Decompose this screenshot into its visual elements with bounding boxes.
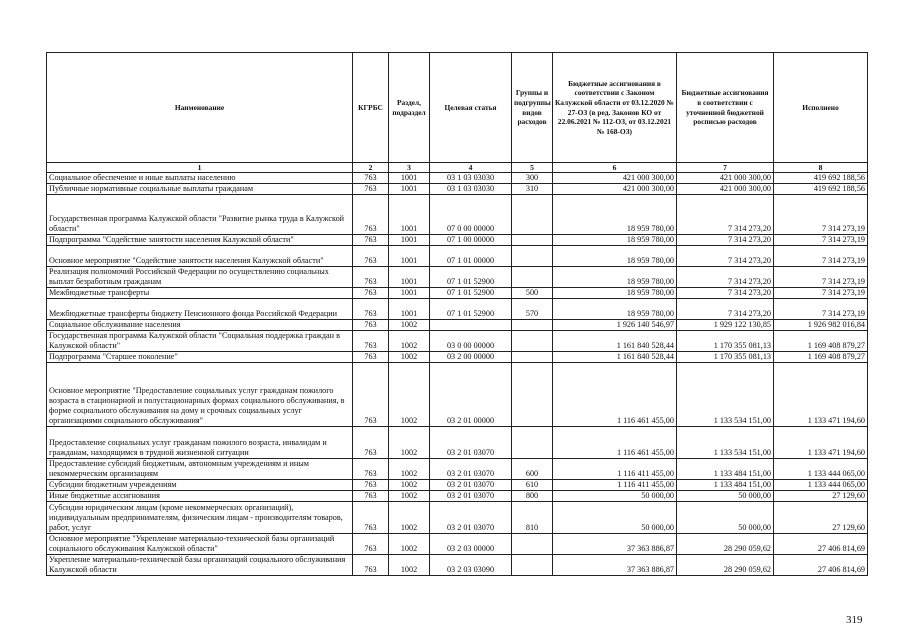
col-number: 5 — [512, 163, 553, 173]
cell-name: Подпрограмма "Старшее поколение" — [47, 352, 353, 363]
cell-law: 1 116 461 455,00 — [553, 363, 677, 427]
cell-target: 03 2 01 03070 — [430, 459, 512, 480]
cell-group: 500 — [512, 288, 553, 299]
cell-law: 18 959 780,00 — [553, 267, 677, 288]
cell-executed: 27 129,60 — [774, 491, 868, 502]
table-row — [47, 331, 868, 352]
cell-kgrbs: 763 — [353, 352, 389, 363]
col-number: 1 — [47, 163, 353, 173]
cell-law: 18 959 780,00 — [553, 299, 677, 320]
cell-refined: 50 000,00 — [677, 491, 774, 502]
cell-group — [512, 352, 553, 363]
cell-group — [512, 235, 553, 246]
table-row — [47, 246, 868, 267]
cell-law: 1 116 411 455,00 — [553, 480, 677, 491]
table-row — [47, 288, 868, 299]
cell-name: Укрепление материально-технической базы организаций социального обслуживания Калужской области — [47, 555, 353, 576]
cell-refined: 1 170 355 081,13 — [677, 331, 774, 352]
cell-executed: 7 314 273,19 — [774, 288, 868, 299]
cell-group — [512, 320, 553, 331]
cell-law: 50 000,00 — [553, 502, 677, 534]
cell-section: 1001 — [389, 288, 430, 299]
table-row — [47, 352, 868, 363]
cell-group — [512, 555, 553, 576]
cell-name: Иные бюджетные ассигнования — [47, 491, 353, 502]
cell-kgrbs: 763 — [353, 299, 389, 320]
table-row — [47, 267, 868, 288]
cell-kgrbs: 763 — [353, 235, 389, 246]
cell-refined: 421 000 300,00 — [677, 173, 774, 184]
cell-section: 1002 — [389, 480, 430, 491]
cell-kgrbs: 763 — [353, 195, 389, 235]
cell-refined: 7 314 273,20 — [677, 299, 774, 320]
cell-name: Межбюджетные трансферты бюджету Пенсионного фонда Российской Федерации — [47, 299, 353, 320]
cell-target: 03 2 01 03070 — [430, 480, 512, 491]
cell-section: 1001 — [389, 235, 430, 246]
cell-target: 03 2 01 03070 — [430, 491, 512, 502]
cell-refined: 1 133 484 151,00 — [677, 459, 774, 480]
cell-refined: 1 133 534 151,00 — [677, 363, 774, 427]
cell-executed: 7 314 273,19 — [774, 299, 868, 320]
cell-group — [512, 331, 553, 352]
col-number: 2 — [353, 163, 389, 173]
cell-name: Основное мероприятие "Укрепление материально-технической базы организаций социального обслуживания Калужской области" — [47, 534, 353, 555]
cell-executed: 7 314 273,19 — [774, 235, 868, 246]
cell-name: Субсидии бюджетным учреждениям — [47, 480, 353, 491]
cell-executed: 419 692 188,56 — [774, 184, 868, 195]
cell-refined: 1 170 355 081,13 — [677, 352, 774, 363]
cell-executed: 7 314 273,19 — [774, 267, 868, 288]
cell-section: 1002 — [389, 534, 430, 555]
cell-executed: 1 133 444 065,00 — [774, 480, 868, 491]
cell-kgrbs: 763 — [353, 363, 389, 427]
cell-refined: 7 314 273,20 — [677, 235, 774, 246]
cell-name: Межбюджетные трансферты — [47, 288, 353, 299]
cell-law: 18 959 780,00 — [553, 246, 677, 267]
cell-target: 07 0 00 00000 — [430, 195, 512, 235]
cell-kgrbs: 763 — [353, 184, 389, 195]
col-header-target: Целевая статья — [430, 53, 512, 163]
table-row — [47, 184, 868, 195]
cell-name: Публичные нормативные социальные выплаты гражданам — [47, 184, 353, 195]
cell-executed: 27 406 814,69 — [774, 555, 868, 576]
cell-section: 1002 — [389, 491, 430, 502]
table-row — [47, 502, 868, 534]
cell-section: 1001 — [389, 299, 430, 320]
page-number: 319 — [846, 614, 863, 626]
cell-name: Основное мероприятие "Предоставление социальных услуг гражданам пожилого возраста в стационарной и полустационарных формах социального обслуживания, в форме социального обслуживания на дому и срочных социальных услуг организациями социального обслуживания" — [47, 363, 353, 427]
cell-name: Социальное обеспечение и иные выплаты населению — [47, 173, 353, 184]
cell-section: 1001 — [389, 195, 430, 235]
cell-executed: 1 133 444 065,00 — [774, 459, 868, 480]
col-header-executed: Исполнено — [774, 53, 868, 163]
cell-name: Субсидии юридическим лицам (кроме некоммерческих организаций), индивидуальным предпринимателям, физическим лицам - производителям товаров, работ, услуг — [47, 502, 353, 534]
cell-group: 800 — [512, 491, 553, 502]
table-row — [47, 235, 868, 246]
cell-executed: 1 169 408 879,27 — [774, 331, 868, 352]
cell-executed: 7 314 273,19 — [774, 246, 868, 267]
cell-group: 810 — [512, 502, 553, 534]
cell-section: 1002 — [389, 502, 430, 534]
table-row — [47, 195, 868, 235]
cell-group — [512, 363, 553, 427]
table-row — [47, 363, 868, 427]
cell-target: 07 1 01 00000 — [430, 246, 512, 267]
cell-group: 570 — [512, 299, 553, 320]
cell-group: 300 — [512, 173, 553, 184]
cell-target: 03 1 03 03030 — [430, 173, 512, 184]
cell-section: 1001 — [389, 267, 430, 288]
cell-kgrbs: 763 — [353, 491, 389, 502]
table-row — [47, 427, 868, 459]
table-row — [47, 173, 868, 184]
cell-refined: 1 133 484 151,00 — [677, 480, 774, 491]
col-header-section: Раздел, подраздел — [389, 53, 430, 163]
cell-kgrbs: 763 — [353, 555, 389, 576]
cell-law: 37 363 886,87 — [553, 555, 677, 576]
cell-name: Государственная программа Калужской области "Развитие рынка труда в Калужской области" — [47, 195, 353, 235]
cell-name: Основное мероприятие "Содействие занятости населения Калужской области" — [47, 246, 353, 267]
cell-section: 1002 — [389, 320, 430, 331]
cell-section: 1002 — [389, 352, 430, 363]
cell-group — [512, 534, 553, 555]
cell-refined: 28 290 059,62 — [677, 555, 774, 576]
cell-target: 03 0 00 00000 — [430, 331, 512, 352]
cell-section: 1002 — [389, 427, 430, 459]
cell-section: 1002 — [389, 459, 430, 480]
cell-kgrbs: 763 — [353, 173, 389, 184]
cell-law: 421 000 300,00 — [553, 173, 677, 184]
cell-group: 610 — [512, 480, 553, 491]
header-row — [47, 53, 868, 163]
cell-law: 37 363 886,87 — [553, 534, 677, 555]
cell-refined: 421 000 300,00 — [677, 184, 774, 195]
cell-name: Социальное обслуживание населения — [47, 320, 353, 331]
cell-group: 600 — [512, 459, 553, 480]
table-row — [47, 491, 868, 502]
cell-law: 18 959 780,00 — [553, 195, 677, 235]
cell-kgrbs: 763 — [353, 331, 389, 352]
cell-target: 03 2 00 00000 — [430, 352, 512, 363]
cell-section: 1002 — [389, 331, 430, 352]
cell-law: 1 161 840 528,44 — [553, 331, 677, 352]
cell-target: 03 2 01 03070 — [430, 502, 512, 534]
col-header-group: Группы и подгруппы видов расходов — [512, 53, 553, 163]
cell-group — [512, 267, 553, 288]
cell-target: 03 2 01 00000 — [430, 363, 512, 427]
cell-kgrbs: 763 — [353, 288, 389, 299]
cell-law: 18 959 780,00 — [553, 288, 677, 299]
table-row — [47, 534, 868, 555]
cell-group — [512, 246, 553, 267]
col-header-refined: Бюджетные ассигнования в соответствии с уточненной бюджетной росписью расходов — [677, 53, 774, 163]
col-number: 4 — [430, 163, 512, 173]
cell-refined: 7 314 273,20 — [677, 246, 774, 267]
cell-target: 03 2 01 03070 — [430, 427, 512, 459]
cell-executed: 419 692 188,56 — [774, 173, 868, 184]
table-row — [47, 459, 868, 480]
cell-section: 1001 — [389, 184, 430, 195]
table-row — [47, 480, 868, 491]
cell-name: Предоставление субсидий бюджетным, автономным учреждениям и иным некоммерческим организациям — [47, 459, 353, 480]
cell-group: 310 — [512, 184, 553, 195]
col-number: 6 — [553, 163, 677, 173]
table-row — [47, 299, 868, 320]
cell-kgrbs: 763 — [353, 267, 389, 288]
cell-target: 07 1 01 52900 — [430, 267, 512, 288]
cell-executed: 27 129,60 — [774, 502, 868, 534]
cell-executed: 1 926 982 016,84 — [774, 320, 868, 331]
col-header-name: Наименование — [47, 53, 353, 163]
budget-table — [46, 52, 868, 576]
cell-kgrbs: 763 — [353, 480, 389, 491]
cell-law: 1 116 411 455,00 — [553, 459, 677, 480]
cell-refined: 50 000,00 — [677, 502, 774, 534]
cell-kgrbs: 763 — [353, 459, 389, 480]
cell-law: 1 926 140 546,97 — [553, 320, 677, 331]
cell-kgrbs: 763 — [353, 534, 389, 555]
cell-refined: 7 314 273,20 — [677, 288, 774, 299]
table-row — [47, 555, 868, 576]
cell-target — [430, 320, 512, 331]
cell-section: 1002 — [389, 363, 430, 427]
cell-kgrbs: 763 — [353, 320, 389, 331]
cell-target: 03 2 03 03090 — [430, 555, 512, 576]
cell-target: 07 1 00 00000 — [430, 235, 512, 246]
cell-kgrbs: 763 — [353, 246, 389, 267]
cell-target: 03 2 03 00000 — [430, 534, 512, 555]
col-number: 8 — [774, 163, 868, 173]
cell-kgrbs: 763 — [353, 502, 389, 534]
column-number-row — [47, 163, 868, 173]
cell-law: 18 959 780,00 — [553, 235, 677, 246]
cell-executed: 7 314 273,19 — [774, 195, 868, 235]
cell-kgrbs: 763 — [353, 427, 389, 459]
cell-executed: 27 406 814,69 — [774, 534, 868, 555]
col-header-law: Бюджетные ассигнования в соответствии с Законом Калужской области от 03.12.2020 № 27-ОЗ (в ред. Законов КО от 22.06.2021 № 112-ОЗ, от 03.12.2021 № 168-ОЗ) — [553, 53, 677, 163]
cell-group — [512, 427, 553, 459]
cell-law: 50 000,00 — [553, 491, 677, 502]
cell-name: Государственная программа Калужской области "Социальная поддержка граждан в Калужской области" — [47, 331, 353, 352]
col-number: 3 — [389, 163, 430, 173]
cell-section: 1001 — [389, 246, 430, 267]
table-row — [47, 320, 868, 331]
cell-name: Реализация полномочий Российской Федерации по осуществлению социальных выплат безработным гражданам — [47, 267, 353, 288]
cell-refined: 28 290 059,62 — [677, 534, 774, 555]
cell-group — [512, 195, 553, 235]
cell-refined: 7 314 273,20 — [677, 195, 774, 235]
cell-target: 07 1 01 52900 — [430, 288, 512, 299]
cell-refined: 1 133 534 151,00 — [677, 427, 774, 459]
cell-law: 1 161 840 528,44 — [553, 352, 677, 363]
cell-target: 03 1 03 03030 — [430, 184, 512, 195]
cell-name: Предоставление социальных услуг гражданам пожилого возраста, инвалидам и гражданам, находящимся в трудной жизненной ситуации — [47, 427, 353, 459]
cell-name: Подпрограмма "Содействие занятости населения Калужской области" — [47, 235, 353, 246]
cell-executed: 1 169 408 879,27 — [774, 352, 868, 363]
cell-section: 1002 — [389, 555, 430, 576]
col-number: 7 — [677, 163, 774, 173]
cell-section: 1001 — [389, 173, 430, 184]
cell-refined: 7 314 273,20 — [677, 267, 774, 288]
col-header-kgrbs: КГРБС — [353, 53, 389, 163]
cell-law: 1 116 461 455,00 — [553, 427, 677, 459]
cell-refined: 1 929 122 130,85 — [677, 320, 774, 331]
cell-executed: 1 133 471 194,60 — [774, 427, 868, 459]
cell-executed: 1 133 471 194,60 — [774, 363, 868, 427]
cell-law: 421 000 300,00 — [553, 184, 677, 195]
cell-target: 07 1 01 52900 — [430, 299, 512, 320]
